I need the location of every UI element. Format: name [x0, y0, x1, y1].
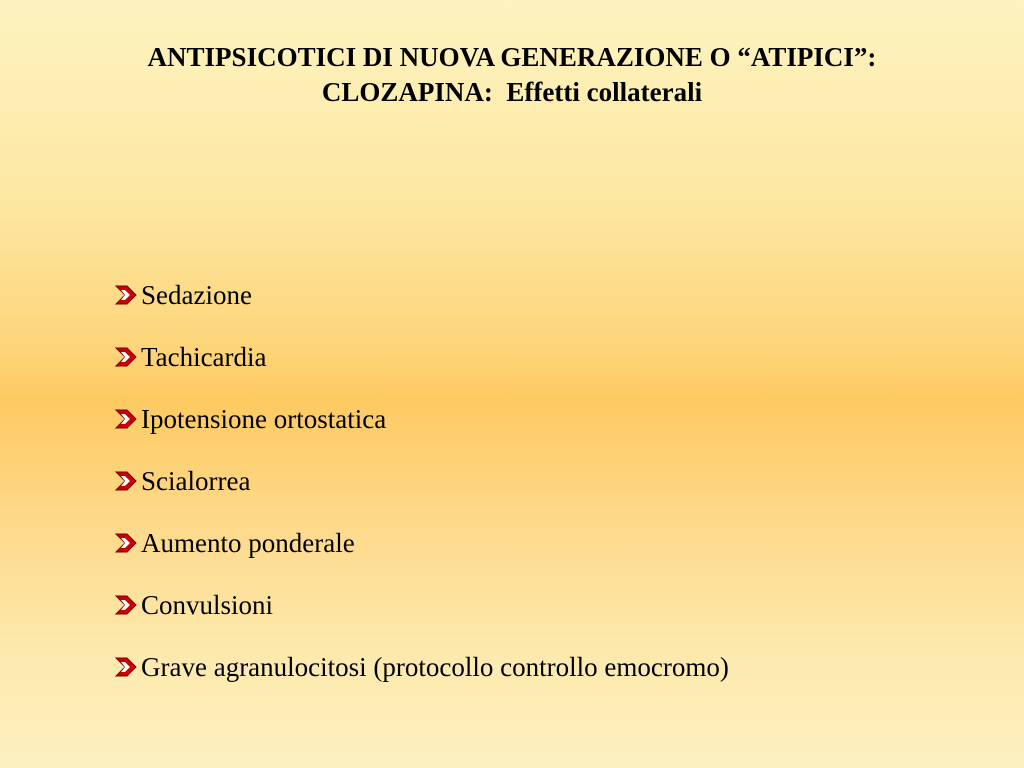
bullet-text: Convulsioni [141, 590, 274, 620]
bullet-text: Aumento ponderale [141, 528, 355, 558]
bullet-text: Ipotensione ortostatica [141, 404, 387, 434]
arrow-bullet-icon [113, 594, 139, 616]
arrow-bullet-icon [113, 656, 139, 678]
bullet-text: Scialorrea [141, 466, 251, 496]
list-item [113, 450, 729, 512]
bullet-text: Grave agranulocitosi (protocollo controllo emocromo) [141, 652, 729, 682]
title-line-1: ANTIPSICOTICI DI NUOVA GENERAZIONE O “ATIPICI”: [147, 42, 877, 72]
arrow-bullet-icon [113, 346, 139, 368]
arrow-bullet-icon [113, 284, 139, 306]
arrow-bullet-icon [113, 408, 139, 430]
arrow-bullet-icon [113, 470, 139, 492]
bullet-text: Sedazione [141, 280, 252, 310]
list-item [113, 388, 729, 450]
list-item [113, 574, 729, 636]
title-drug-name: CLOZAPINA: [321, 77, 493, 107]
list-item [113, 636, 729, 698]
slide-title [0, 40, 1024, 110]
side-effects-list [113, 264, 729, 698]
title-subtitle: Effetti collaterali [506, 77, 703, 107]
title-line-2 [0, 75, 1024, 110]
list-item [113, 326, 729, 388]
list-item [113, 512, 729, 574]
arrow-bullet-icon [113, 532, 139, 554]
bullet-text: Tachicardia [141, 342, 267, 372]
list-item [113, 264, 729, 326]
